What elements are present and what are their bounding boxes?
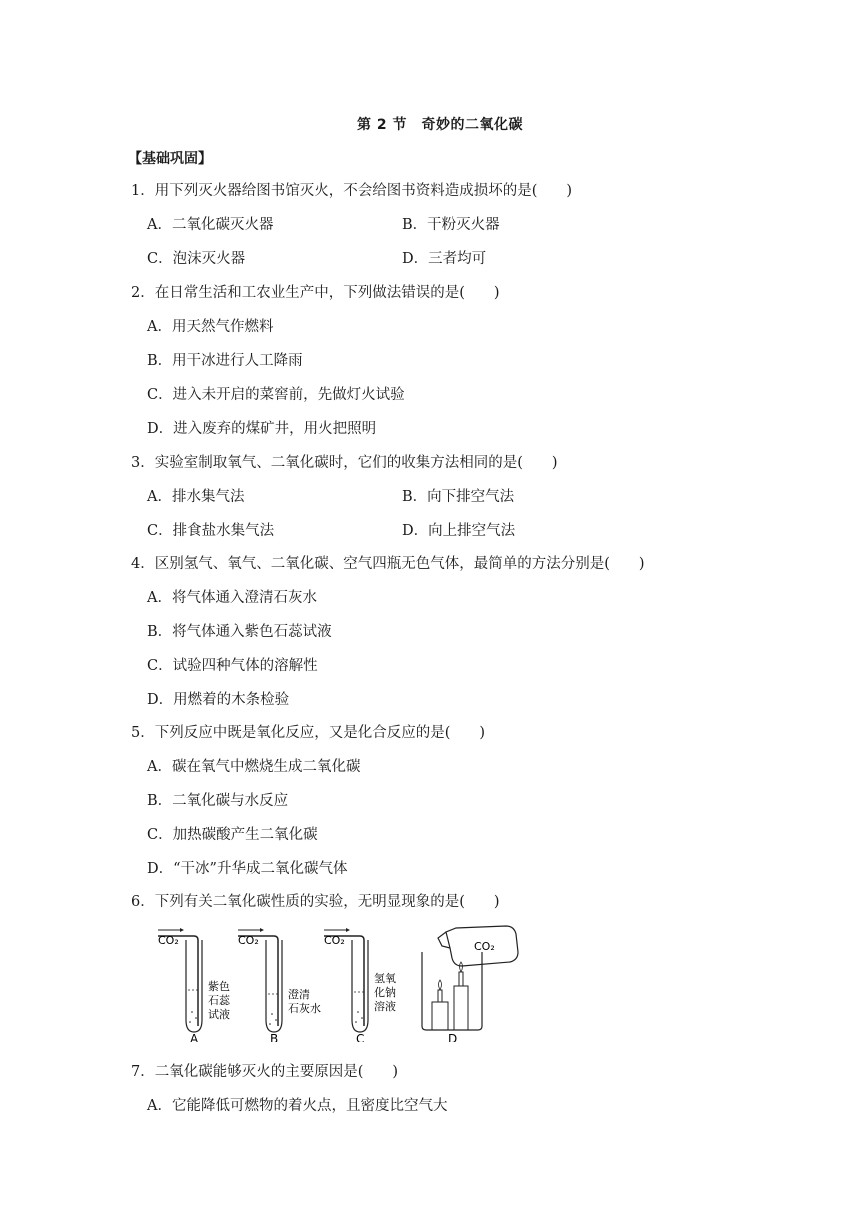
figure-letter-b: B (270, 1032, 279, 1042)
page-title: 第 2 节 奇妙的二氧化碳 (357, 117, 523, 133)
question-2-option-d: D．进入废弃的煤矿井，用火把照明 (147, 421, 377, 437)
question-1-stem: 1．用下列灭火器给图书馆灭火，不会给图书资料造成损坏的是( ) (131, 183, 573, 199)
question-2-option-c: C．进入未开启的菜窖前，先做灯火试验 (147, 387, 405, 403)
figure-letter-a: A (190, 1032, 199, 1042)
tube-a-label-3: 试液 (208, 1008, 230, 1021)
question-2-option-b: B．用干冰进行人工降雨 (147, 353, 303, 369)
question-3-option-c: C．排食盐水集气法 (147, 523, 275, 539)
question-5-option-c: C．加热碳酸产生二氧化碳 (147, 827, 318, 843)
co2-label-c: CO₂ (324, 934, 345, 947)
question-7-option-a: A．它能降低可燃物的着火点，且密度比空气大 (147, 1098, 448, 1114)
question-1-option-c: C．泡沫灭火器 (147, 251, 246, 267)
question-1-option-a: A．二氧化碳灭火器 (147, 217, 274, 233)
question-4-stem: 4．区别氢气、氧气、二氧化碳、空气四瓶无色气体，最简单的方法分别是( ) (131, 556, 645, 572)
tube-a-label-1: 紫色 (208, 980, 230, 993)
tube-b-label-2: 石灰水 (288, 1002, 321, 1015)
figure-letter-c: C (356, 1032, 365, 1042)
question-6-stem: 6．下列有关二氧化碳性质的实验，无明显现象的是( ) (131, 894, 500, 910)
tube-a-label-2: 石蕊 (208, 994, 230, 1007)
figure-letter-d: D (448, 1032, 458, 1042)
tube-c-label-1: 氢氧 (374, 972, 396, 985)
experiment-figure (150, 922, 530, 1042)
question-2-stem: 2．在日常生活和工农业生产中，下列做法错误的是( ) (131, 285, 500, 301)
tube-c-label-3: 溶液 (374, 1000, 396, 1013)
question-4-option-c: C．试验四种气体的溶解性 (147, 658, 318, 674)
question-3-stem: 3．实验室制取氧气、二氧化碳时，它们的收集方法相同的是( ) (131, 455, 558, 471)
question-1-option-d: D．三者均可 (402, 251, 487, 267)
tube-c-label-2: 化钠 (374, 986, 396, 999)
question-7-stem: 7．二氧化碳能够灭火的主要原因是( ) (131, 1064, 399, 1080)
question-3-option-a: A．排水集气法 (147, 489, 245, 505)
question-2-option-a: A．用天然气作燃料 (147, 319, 274, 335)
question-5-option-a: A．碳在氧气中燃烧生成二氧化碳 (147, 759, 361, 775)
question-5-stem: 5．下列反应中既是氧化反应，又是化合反应的是( ) (131, 725, 486, 741)
question-3-option-b: B．向下排空气法 (402, 489, 515, 505)
question-4-option-d: D．用燃着的木条检验 (147, 692, 290, 708)
question-4-option-b: B．将气体通入紫色石蕊试液 (147, 624, 332, 640)
bottle-label: CO₂ (474, 940, 495, 953)
question-5-option-d: D．“干冰”升华成二氧化碳气体 (147, 861, 348, 877)
co2-label-a: CO₂ (158, 934, 179, 947)
question-4-option-a: A．将气体通入澄清石灰水 (147, 590, 317, 606)
tube-b-label-1: 澄清 (288, 988, 310, 1001)
question-1-option-b: B．干粉灭火器 (402, 217, 500, 233)
co2-label-b: CO₂ (238, 934, 259, 947)
question-3-option-d: D．向上排空气法 (402, 523, 516, 539)
section-heading: 【基础巩固】 (128, 151, 212, 167)
question-5-option-b: B．二氧化碳与水反应 (147, 793, 289, 809)
